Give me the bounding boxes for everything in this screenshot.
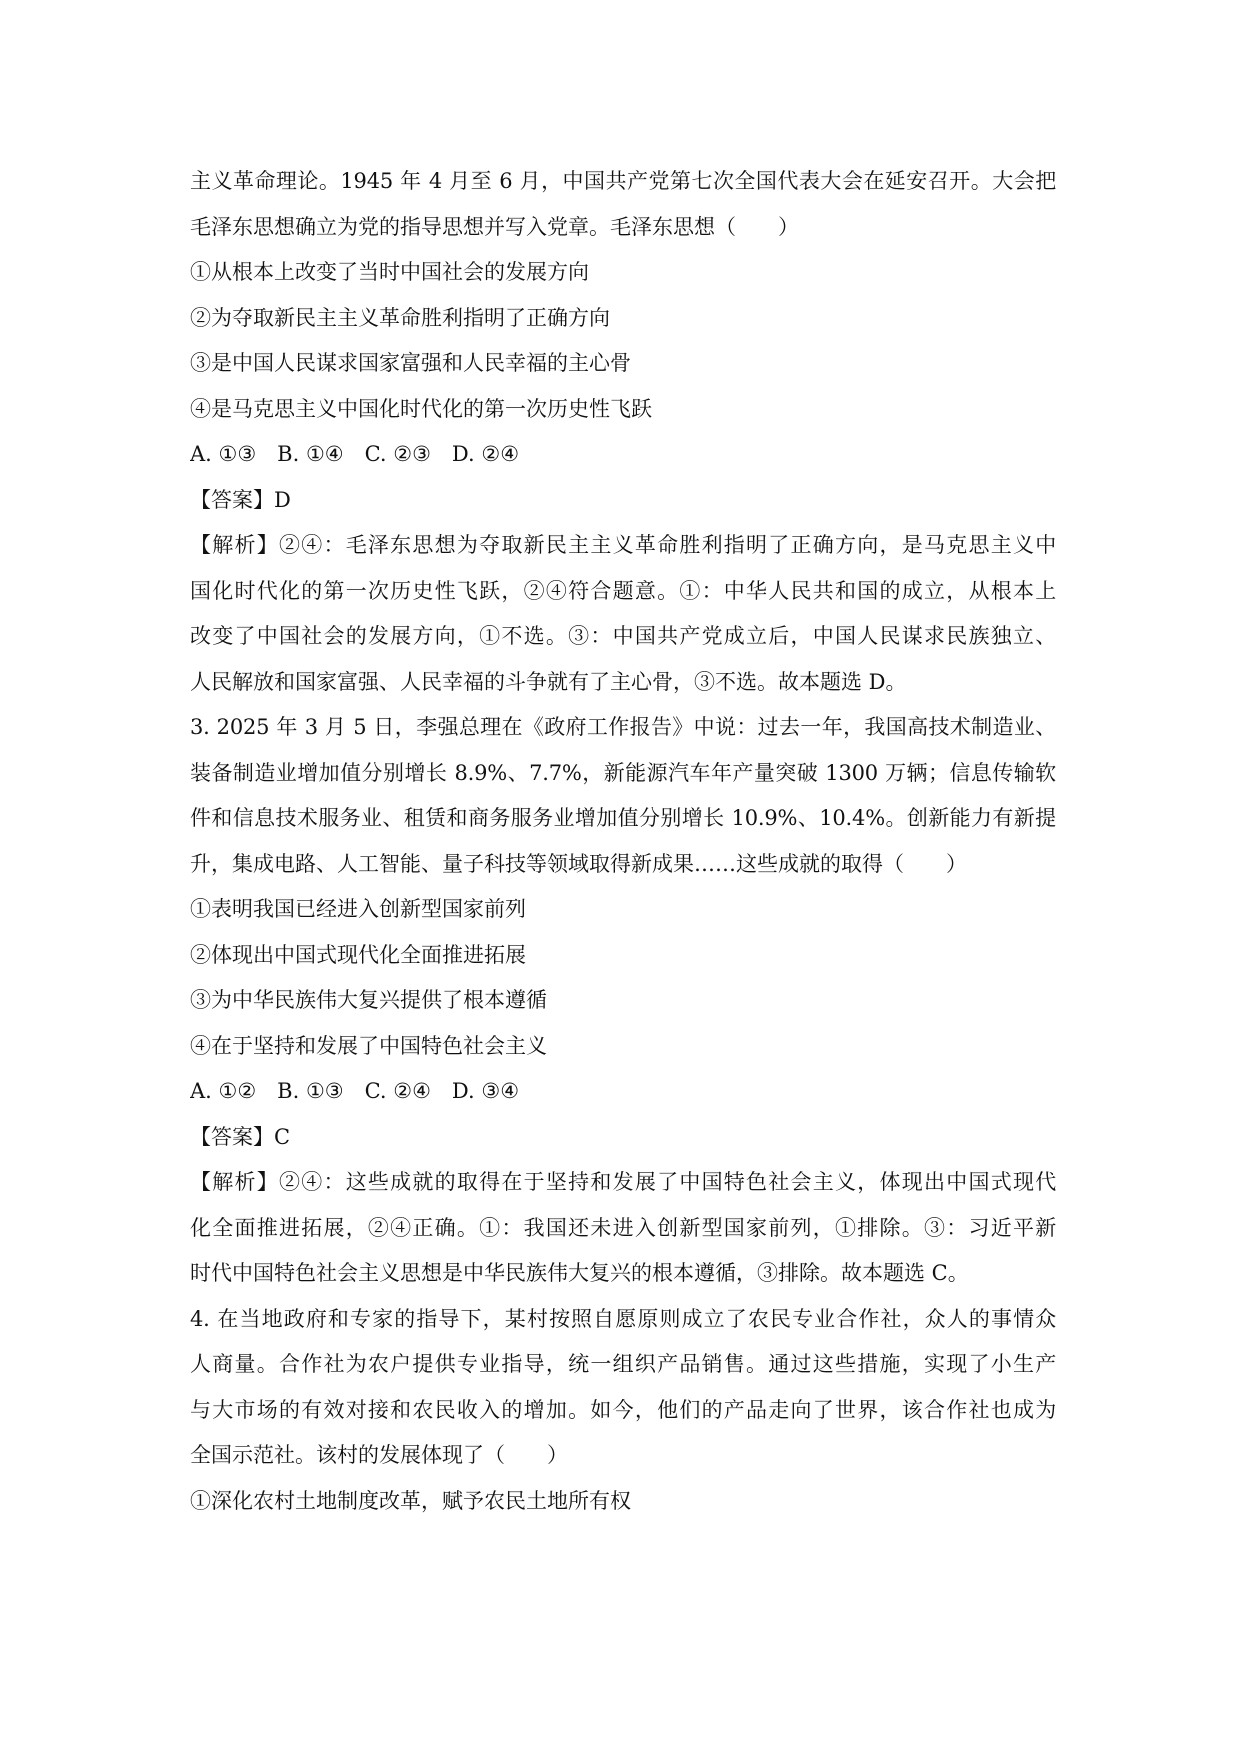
question-stem-line: 件和信息技术服务业、租赁和商务服务业增加值分别增长 10.9%、10.4%。创新能力有新提 [190, 806, 1056, 830]
option-line: ①深化农村土地制度改革，赋予农民土地所有权 [190, 1488, 631, 1513]
question-stem-line: 升，集成电路、人工智能、量子科技等领域取得新成果……这些成就的取得（ ） [190, 851, 967, 876]
question-stem-line: 3. 2025 年 3 月 5 日，李强总理在《政府工作报告》中说：过去一年，我国高技术制造业、 [190, 715, 1056, 739]
analysis-line: 时代中国特色社会主义思想是中华民族伟大复兴的根本遵循，③排除。故本题选 C。 [190, 1261, 969, 1285]
analysis-line: 改变了中国社会的发展方向，①不选。③：中国共产党成立后，中国人民谋求民族独立、 [190, 624, 1056, 648]
text-line: 主义革命理论。1945 年 4 月至 6 月，中国共产党第七次全国代表大会在延安召开。大会把 [190, 169, 1056, 193]
analysis-line: 【解析】②④：这些成就的取得在于坚持和发展了中国特色社会主义，体现出中国式现代 [190, 1170, 1056, 1194]
choices-line: A. ①③ B. ①④ C. ②③ D. ②④ [190, 442, 520, 466]
option-line: ③是中国人民谋求国家富强和人民幸福的主心骨 [190, 351, 631, 375]
question-stem-line: 人商量。合作社为农户提供专业指导，统一组织产品销售。通过这些措施，实现了小生产 [190, 1352, 1056, 1376]
option-line: ②为夺取新民主主义革命胜利指明了正确方向 [190, 305, 610, 330]
question-stem-line: 装备制造业增加值分别增长 8.9%、7.7%，新能源汽车年产量突破 1300 万辆；信息传输软 [190, 760, 1056, 785]
option-line: ①表明我国已经进入创新型国家前列 [190, 897, 526, 921]
document-body [190, 159, 1056, 1524]
option-line: ②体现出中国式现代化全面推进拓展 [190, 942, 526, 967]
option-line: ④是马克思主义中国化时代化的第一次历史性飞跃 [190, 396, 652, 421]
option-line: ③为中华民族伟大复兴提供了根本遵循 [190, 988, 547, 1012]
option-line: ①从根本上改变了当时中国社会的发展方向 [190, 260, 589, 284]
answer-line: 【答案】C [190, 1124, 291, 1149]
choices-line: A. ①② B. ①③ C. ②④ D. ③④ [190, 1079, 520, 1103]
analysis-line: 【解析】②④：毛泽东思想为夺取新民主主义革命胜利指明了正确方向，是马克思主义中 [190, 533, 1056, 557]
option-line: ④在于坚持和发展了中国特色社会主义 [190, 1033, 547, 1058]
question-stem-line: 毛泽东思想确立为党的指导思想并写入党章。毛泽东思想（ ） [190, 214, 799, 239]
analysis-line: 国化时代化的第一次历史性飞跃，②④符合题意。①：中华人民共和国的成立，从根本上 [190, 578, 1056, 603]
analysis-line: 化全面推进拓展，②④正确。①：我国还未进入创新型国家前列，①排除。③：习近平新 [190, 1215, 1056, 1240]
question-stem-line: 全国示范社。该村的发展体现了（ ） [190, 1443, 568, 1467]
analysis-line: 人民解放和国家富强、人民幸福的斗争就有了主心骨，③不选。故本题选 D。 [190, 669, 907, 694]
answer-line: 【答案】D [190, 487, 291, 512]
question-stem-line: 4. 在当地政府和专家的指导下，某村按照自愿原则成立了农民专业合作社，众人的事情众 [190, 1306, 1056, 1331]
question-stem-line: 与大市场的有效对接和农民收入的增加。如今，他们的产品走向了世界，该合作社也成为 [190, 1397, 1056, 1422]
